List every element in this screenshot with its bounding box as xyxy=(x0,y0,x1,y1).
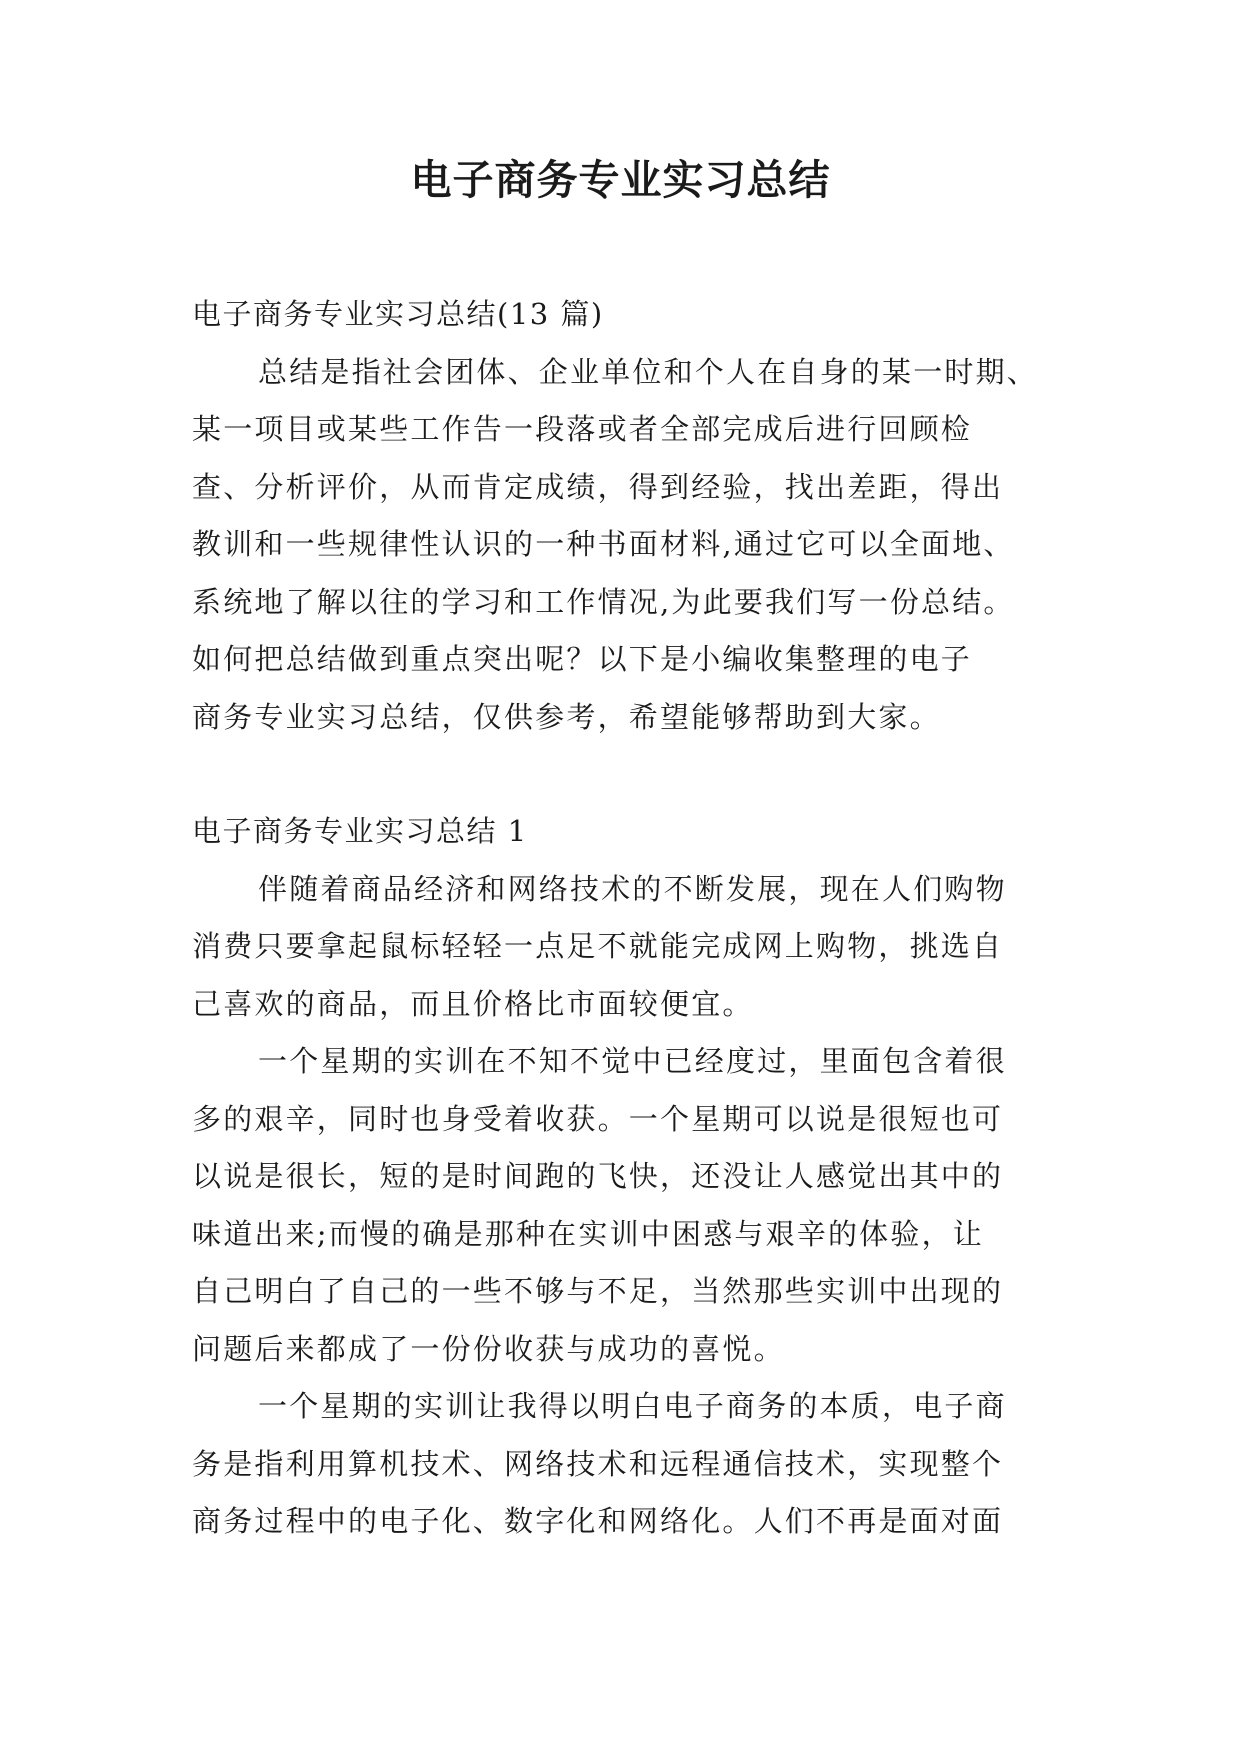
paragraph-line: 以说是很长，短的是时间跑的飞快，还没让人感觉出其中的 xyxy=(192,1159,1004,1193)
paragraph-spacer xyxy=(192,746,1062,803)
paragraph-line: 一个星期的实训让我得以明白电子商务的本质，电子商 xyxy=(258,1389,1007,1423)
document-body xyxy=(192,286,1062,1551)
paragraph-line: 一个星期的实训在不知不觉中已经度过，里面包含着很 xyxy=(258,1044,1007,1078)
paragraph-line: 多的艰辛，同时也身受着收获。一个星期可以说是很短也可 xyxy=(192,1101,1004,1136)
section-heading: 电子商务专业实习总结 1 xyxy=(192,814,528,848)
paragraph-line: 教训和一些规律性认识的一种书面材料,通过它可以全面地、 xyxy=(192,527,1015,561)
section-paragraph-2 xyxy=(192,1033,1062,1378)
paragraph-line: 系统地了解以往的学习和工作情况,为此要我们写一份总结。 xyxy=(192,584,1015,619)
section-paragraph-3 xyxy=(192,1378,1062,1551)
paragraph-line: 某一项目或某些工作告一段落或者全部完成后进行回顾检 xyxy=(192,412,973,446)
paragraph-line: 自己明白了自己的一些不够与不足，当然那些实训中出现的 xyxy=(192,1274,1004,1308)
paragraph-line: 伴随着商品经济和网络技术的不断发展，现在人们购物 xyxy=(258,871,1007,906)
paragraph-line: 味道出来;而慢的确是那种在实训中困惑与艰辛的体验，让 xyxy=(192,1216,984,1251)
paragraph-line: 商务过程中的电子化、数字化和网络化。人们不再是面对面 xyxy=(192,1504,1004,1538)
paragraph-line: 如何把总结做到重点突出呢？以下是小编收集整理的电子 xyxy=(192,642,973,676)
paragraph-line: 问题后来都成了一份份收获与成功的喜悦。 xyxy=(192,1331,785,1366)
paragraph-line: 己喜欢的商品，而且价格比市面较便宜。 xyxy=(192,986,754,1021)
paragraph-line: 查、分析评价，从而肯定成绩，得到经验，找出差距，得出 xyxy=(192,469,1004,504)
intro-heading: 电子商务专业实习总结(13 篇) xyxy=(192,297,604,331)
paragraph-line: 务是指利用算机技术、网络技术和远程通信技术，实现整个 xyxy=(192,1446,1004,1481)
section-paragraph-1 xyxy=(192,861,1062,1034)
intro-paragraph xyxy=(192,344,1062,747)
paragraph-line: 消费只要拿起鼠标轻轻一点足不就能完成网上购物，挑选自 xyxy=(192,929,1004,963)
paragraph-line: 总结是指社会团体、企业单位和个人在自身的某一时期、 xyxy=(258,354,1039,389)
document-title: 电子商务专业实习总结 xyxy=(410,156,831,204)
paragraph-line: 商务专业实习总结，仅供参考，希望能够帮助到大家。 xyxy=(192,699,941,734)
